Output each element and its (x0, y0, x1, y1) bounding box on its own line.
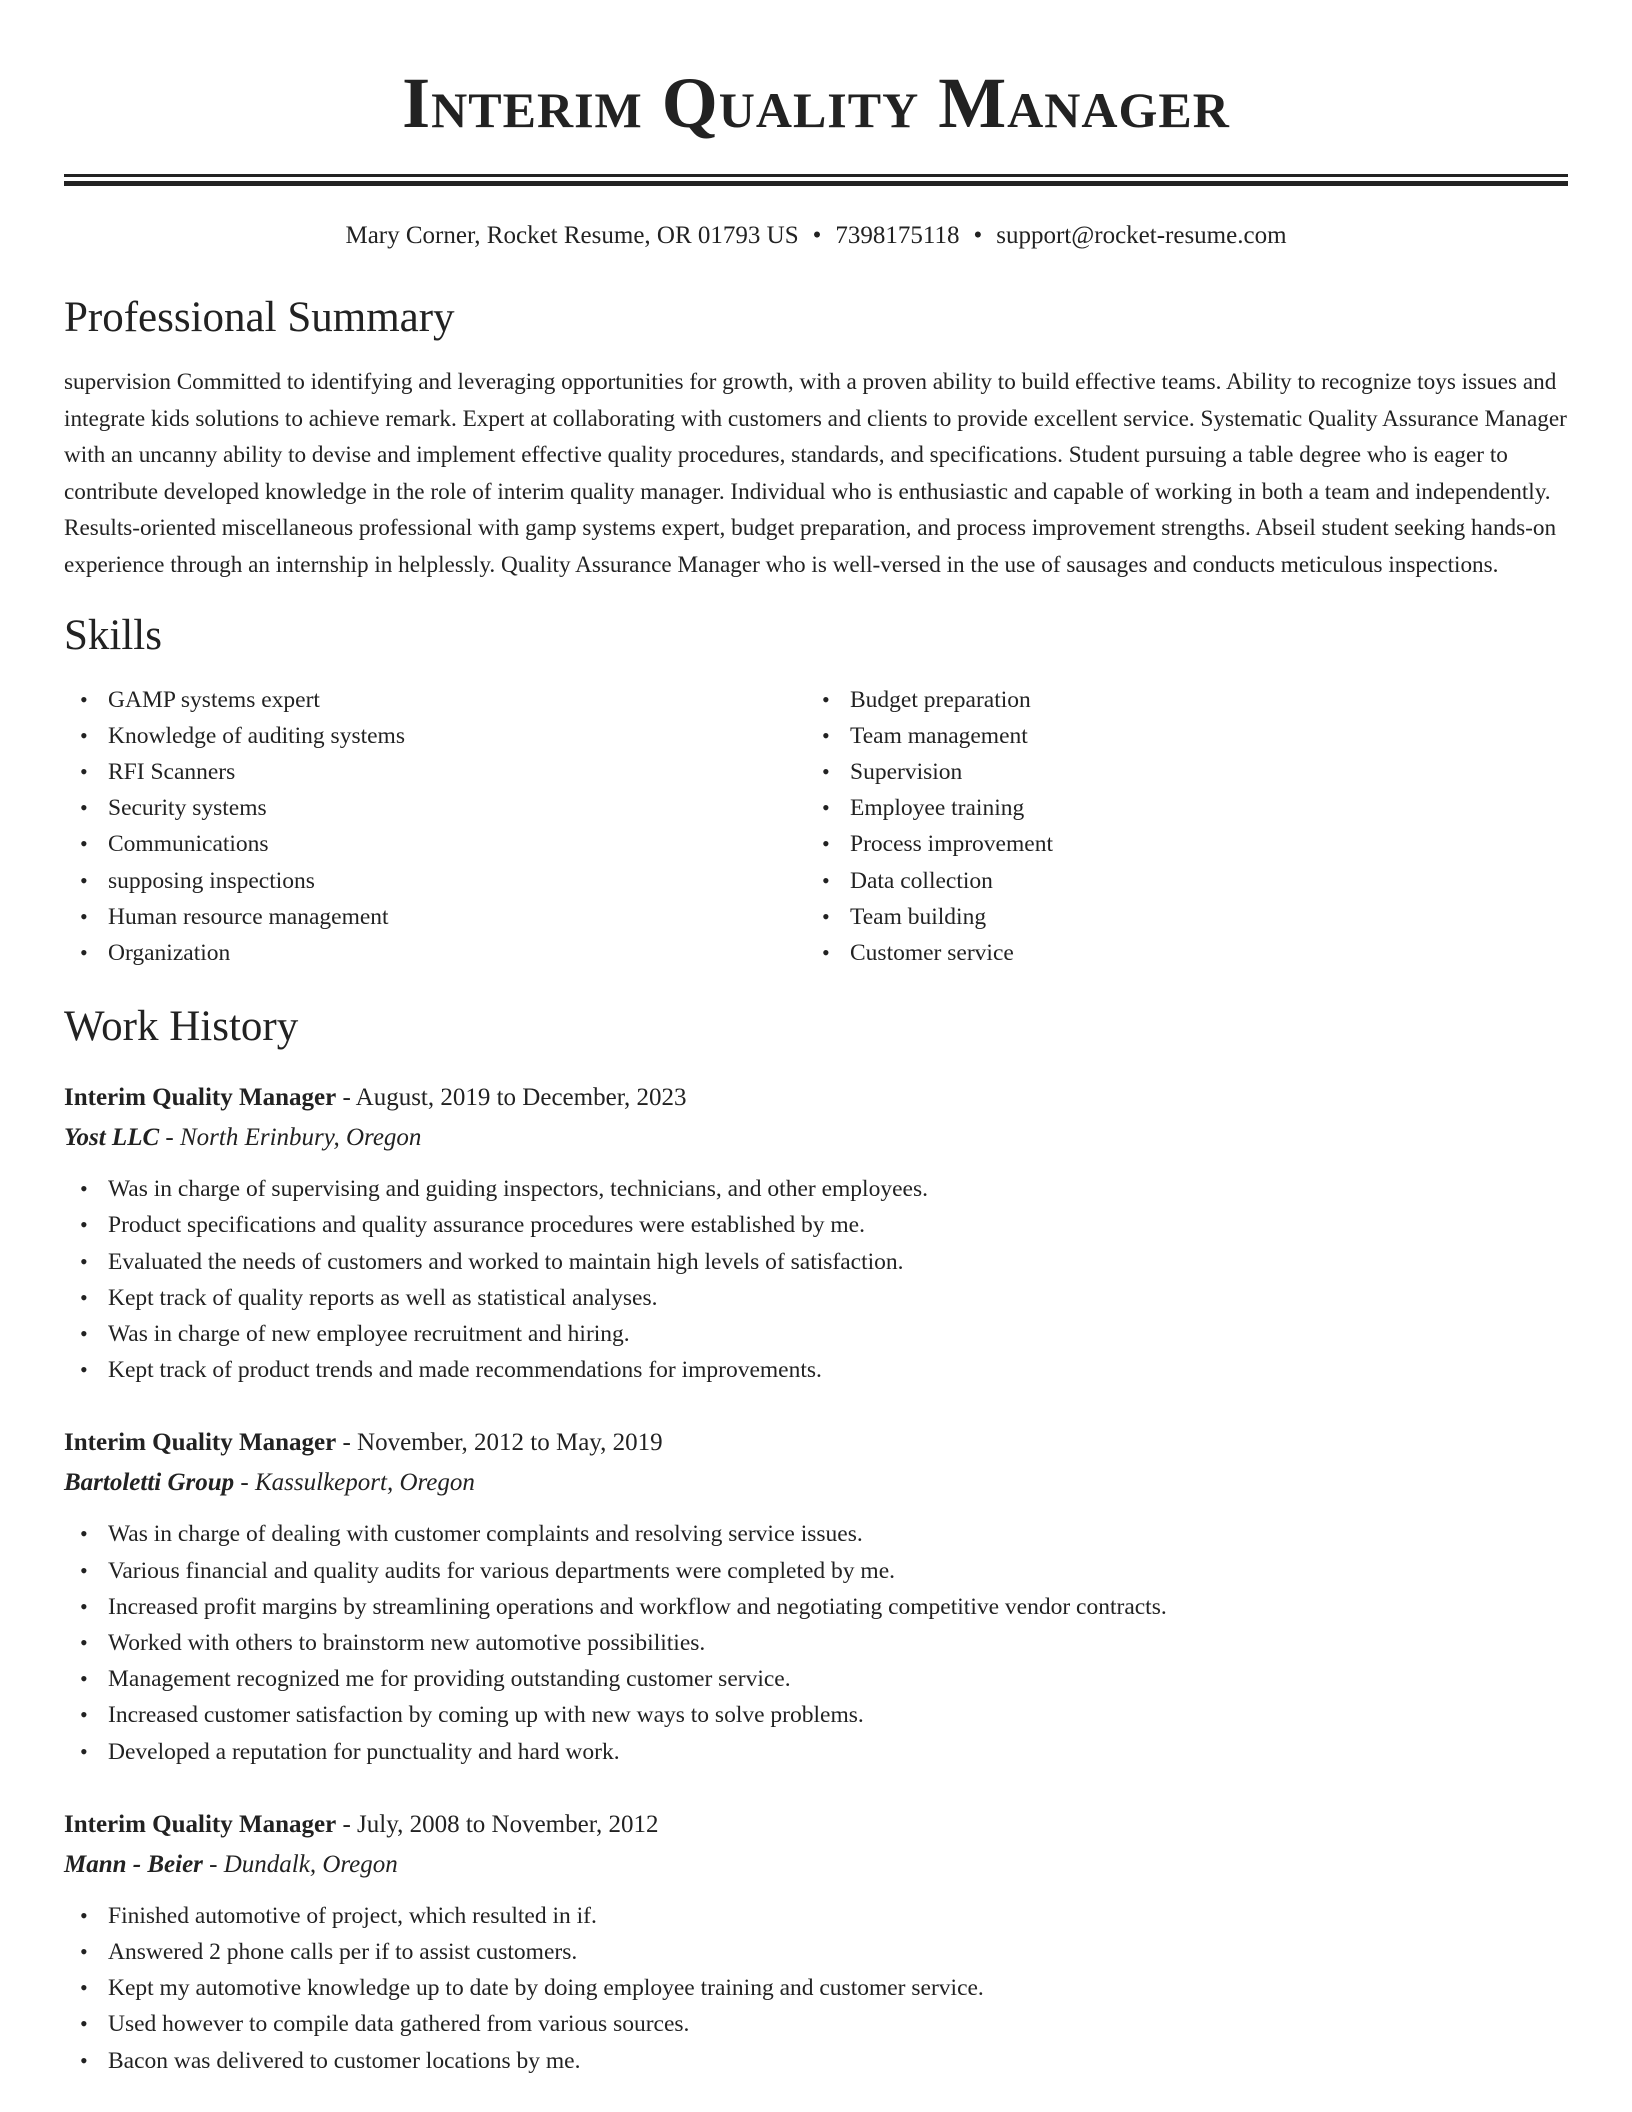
summary-heading: Professional Summary (64, 294, 455, 341)
duty-item-text: Kept track of quality reports as well as statistical analyses. (108, 1284, 658, 1311)
job-duties (64, 1171, 1568, 1388)
duty-item (64, 1553, 1568, 1589)
job-title: Interim Quality Manager (64, 1810, 337, 1838)
skill-item-text: Process improvement (850, 831, 1053, 858)
duty-item-text: Increased profit margins by streamlining operations and workflow and negotiating competitive vendor contracts. (108, 1593, 1167, 1620)
bullet-icon: • (80, 758, 88, 784)
skill-item (64, 718, 806, 754)
duty-item (64, 1516, 1568, 1552)
duty-item-text: Was in charge of supervising and guiding inspectors, technicians, and other employees. (108, 1176, 928, 1203)
contact-phone: 7398175118 (835, 222, 960, 249)
duty-item-text: Product specifications and quality assurance procedures were established by me. (108, 1212, 865, 1239)
duty-item-text: Management recognized me for providing outstanding customer service. (108, 1666, 791, 1693)
duty-item (64, 1697, 1568, 1733)
skills-columns (64, 682, 1568, 972)
skill-item-text: Team management (850, 722, 1028, 749)
bullet-icon: • (822, 831, 830, 857)
duty-item (64, 1970, 1568, 2006)
duty-item-text: Developed a reputation for punctuality and hard work. (108, 1738, 620, 1765)
duty-item (64, 1661, 1568, 1697)
skill-item-text: Team building (850, 903, 987, 930)
contact-line (64, 220, 1568, 252)
bullet-icon: • (80, 1284, 88, 1310)
duty-item-text: Bacon was delivered to customer locations by me. (108, 2047, 581, 2074)
duty-item (64, 1316, 1568, 1352)
bullet-icon: • (80, 2011, 88, 2037)
bullet-icon: • (80, 1939, 88, 1965)
duty-item (64, 1625, 1568, 1661)
skill-item-text: Data collection (850, 867, 993, 894)
job-company: Mann - Beier (64, 1850, 203, 1878)
duty-item (64, 1207, 1568, 1243)
bullet-icon: • (80, 939, 88, 965)
bullet-icon: • (822, 758, 830, 784)
contact-email: support@rocket-resume.com (996, 222, 1287, 249)
job-company-line (64, 1119, 1568, 1157)
duty-item-text: Was in charge of new employee recruitment and hiring. (108, 1321, 630, 1347)
duty-item-text: Kept my automotive knowledge up to date by doing employee training and customer service. (108, 1975, 984, 2002)
bullet-icon: • (80, 1666, 88, 1692)
skill-item-text: supposing inspections (108, 867, 315, 894)
duty-item-text: Increased customer satisfaction by coming up with new ways to solve problems. (108, 1702, 864, 1729)
job-title: Interim Quality Manager (64, 1429, 337, 1457)
duty-item (64, 1898, 1568, 1934)
job-duties (64, 1898, 1568, 2079)
skill-item-text: Security systems (108, 795, 267, 822)
bullet-icon: • (80, 1702, 88, 1728)
duty-item (64, 2043, 1568, 2079)
duty-item-text: Was in charge of dealing with customer complaints and resolving service issues. (108, 1521, 863, 1548)
duty-item-text: Worked with others to brainstorm new automotive possibilities. (108, 1630, 706, 1657)
skills-list-right (806, 682, 1548, 972)
bullet-icon: • (822, 722, 830, 748)
skill-item (806, 826, 1548, 862)
bullet-icon: • (80, 795, 88, 821)
bullet-icon: • (80, 1738, 88, 1764)
skill-item-text: Employee training (850, 795, 1025, 822)
skill-item (806, 863, 1548, 899)
summary-text: supervision Committed to identifying and leveraging opportunities for growth, with a proven ability to build effective teams. Ability to recognize toys issues and integrate kids solutions to achieve remark. Expert at collaborating with customers and clients to provide excellent service. Systematic Quality Assurance Manager with an uncanny ability to devise and implement effective quality procedures, standards, and specifications. Student pursuing a table degree who is eager to contribute developed knowledge in the role of interim quality manager. Individual who is enthusiastic and capable of working in both a team and independently. Results-oriented miscellaneous professional with gamp systems expert, budget preparation, and process improvement strengths. Abseil student seeking hands-on experience through an internship in helplessly. Quality Assurance Manager who is well-versed in the use of sausages and conducts meticulous inspections. (64, 369, 1567, 578)
duty-item (64, 1244, 1568, 1280)
contact-separator: • (973, 222, 983, 249)
skills-list-left (64, 682, 806, 972)
skill-item (806, 899, 1548, 935)
bullet-icon: • (80, 831, 88, 857)
skill-item (806, 682, 1548, 718)
skill-item (64, 826, 806, 862)
duty-item-text: Kept track of product trends and made recommendations for improvements. (108, 1357, 822, 1384)
bullet-icon: • (80, 903, 88, 929)
skill-item-text: RFI Scanners (108, 758, 236, 785)
duty-item-text: Answered 2 phone calls per if to assist customers. (108, 1939, 578, 1966)
job-entry (64, 1424, 1568, 1769)
bullet-icon: • (80, 1593, 88, 1619)
job-header (64, 1079, 1568, 1117)
bullet-icon: • (80, 2047, 88, 2073)
contact-separator: • (812, 222, 822, 249)
job-entry (64, 1806, 1568, 2079)
skill-item (64, 935, 806, 971)
skill-item-text: Organization (108, 939, 231, 966)
bullet-icon: • (80, 1176, 88, 1202)
skill-item-text: Customer service (850, 939, 1014, 966)
bullet-icon: • (80, 867, 88, 893)
skill-item-text: Budget preparation (850, 686, 1031, 713)
bullet-icon: • (80, 722, 88, 748)
duty-item (64, 1734, 1568, 1770)
page-title: Interim Quality Manager (402, 63, 1230, 143)
duty-item (64, 1934, 1568, 1970)
job-location: - North Erinbury, Oregon (159, 1124, 422, 1152)
bullet-icon: • (80, 1357, 88, 1383)
skill-item (64, 790, 806, 826)
skill-item-text: Human resource management (108, 903, 389, 930)
duty-item-text: Evaluated the needs of customers and worked to maintain high levels of satisfaction. (108, 1248, 904, 1275)
skill-item (64, 754, 806, 790)
work-history-heading: Work History (64, 1003, 299, 1051)
duty-item (64, 1280, 1568, 1316)
duty-item (64, 1352, 1568, 1388)
bullet-icon: • (80, 1321, 88, 1346)
skill-item-text: Knowledge of auditing systems (108, 722, 405, 749)
skill-item (806, 754, 1548, 790)
bullet-icon: • (822, 867, 830, 893)
title-double-rule (64, 174, 1568, 186)
job-title: Interim Quality Manager (64, 1084, 337, 1112)
skills-heading: Skills (64, 611, 162, 659)
bullet-icon: • (822, 903, 830, 929)
bullet-icon: • (822, 686, 830, 712)
skill-item (806, 790, 1548, 826)
duty-item (64, 2006, 1568, 2042)
bullet-icon: • (80, 1557, 88, 1583)
job-location: - Kassulkeport, Oregon (234, 1469, 475, 1497)
duty-item-text: Various financial and quality audits for various departments were completed by me. (108, 1557, 896, 1584)
bullet-icon: • (80, 1902, 88, 1928)
job-company-line (64, 1464, 1568, 1502)
contact-address: Mary Corner, Rocket Resume, OR 01793 US (345, 222, 799, 249)
job-dates: - November, 2012 to May, 2019 (336, 1429, 663, 1457)
skill-item (806, 935, 1548, 971)
duty-item-text: Used however to compile data gathered from various sources. (108, 2011, 690, 2038)
bullet-icon: • (80, 686, 88, 712)
skill-item-text: Communications (108, 831, 269, 858)
skill-item (64, 682, 806, 718)
job-header (64, 1806, 1568, 1844)
job-header (64, 1424, 1568, 1462)
job-dates: - July, 2008 to November, 2012 (336, 1810, 659, 1838)
duty-item-text: Finished automotive of project, which resulted in if. (108, 1902, 597, 1929)
bullet-icon: • (80, 1248, 88, 1274)
job-company: Bartoletti Group (64, 1469, 235, 1497)
bullet-icon: • (80, 1212, 88, 1238)
job-company-line (64, 1846, 1568, 1884)
job-dates: - August, 2019 to December, 2023 (336, 1084, 687, 1112)
job-duties (64, 1516, 1568, 1769)
skill-item (64, 899, 806, 935)
job-company: Yost LLC (64, 1124, 160, 1152)
bullet-icon: • (80, 1521, 88, 1547)
bullet-icon: • (822, 939, 830, 965)
skill-item-text: GAMP systems expert (108, 686, 320, 713)
skill-item (806, 718, 1548, 754)
duty-item (64, 1589, 1568, 1625)
skill-item-text: Supervision (850, 758, 963, 785)
bullet-icon: • (80, 1630, 88, 1656)
duty-item (64, 1171, 1568, 1207)
job-location: - Dundalk, Oregon (202, 1850, 398, 1878)
bullet-icon: • (80, 1975, 88, 2001)
skill-item (64, 863, 806, 899)
bullet-icon: • (822, 795, 830, 821)
job-entry (64, 1079, 1568, 1388)
